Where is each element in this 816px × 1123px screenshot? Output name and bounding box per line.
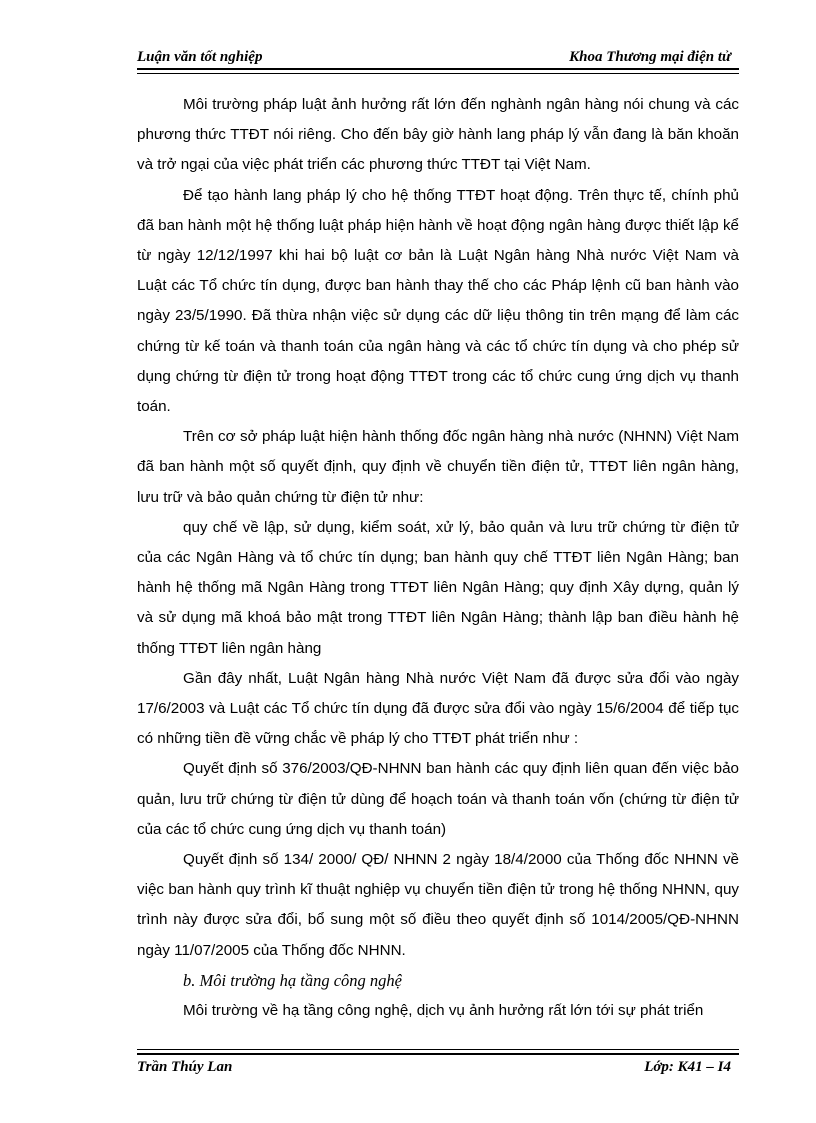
paragraph: Môi trường pháp luật ảnh hưởng rất lớn đến nghành ngân hàng nói chung và các phương thức TTĐT nói riêng. Cho đến bây giờ hành lang pháp lý vẫn đang là băn khoăn và trở ngại của việc phát triển các phương thức TTĐT tại Việt Nam. bbox=[137, 96, 739, 174]
page-header bbox=[137, 46, 739, 70]
paragraph: Gần đây nhất, Luật Ngân hàng Nhà nước Việt Nam đã được sửa đổi vào ngày 17/6/2003 và Luật các Tổ chức tín dụng đã được sửa đổi vào ngày 15/6/2004 để tiếp tục có những tiền đề vững chắc về pháp lý cho TTĐT phát triển như : bbox=[137, 669, 739, 748]
paragraph: quy chế về lập, sử dụng, kiểm soát, xử lý, bảo quản và lưu trữ chứng từ điện tử của các Ngân Hàng và tổ chức tín dụng; ban hành quy chế TTĐT liên Ngân Hàng; ban hành hệ thống mã Ngân Hàng trong TTĐT liên Ngân Hàng; quy định Xây dựng, quản lý và sử dụng mã khoá bảo mật trong TTĐT liên Ngân Hàng; thành lập ban điều hành hệ thống TTĐT liên ngân hàng bbox=[137, 518, 739, 657]
page-footer bbox=[137, 1059, 739, 1083]
header-faculty-label: Khoa Thương mại điện tử bbox=[569, 49, 731, 65]
paragraph: Môi trường về hạ tầng công nghệ, dịch vụ ảnh hưởng rất lớn tới sự phát triển bbox=[183, 1002, 704, 1020]
footer-rule-thick bbox=[137, 1053, 739, 1055]
footer-rule-thin bbox=[137, 1049, 739, 1050]
subsection-heading: b. Môi trường hạ tầng công nghệ bbox=[183, 970, 402, 990]
header-rule-thick bbox=[137, 68, 739, 70]
paragraph: Trên cơ sở pháp luật hiện hành thống đốc ngân hàng nhà nước (NHNN) Việt Nam đã ban hành một số quyết định, quy định về chuyển tiền điện tử, TTĐT liên ngân hàng, lưu trữ và bảo quản chứng từ điện tử như: bbox=[137, 428, 739, 506]
footer-class: Lớp: K41 – I4 bbox=[644, 1059, 731, 1075]
footer-author: Trần Thúy Lan bbox=[137, 1059, 233, 1075]
document-body bbox=[137, 90, 739, 1026]
header-rule-thin bbox=[137, 73, 739, 74]
paragraph: Để tạo hành lang pháp lý cho hệ thống TTĐT hoạt động. Trên thực tế, chính phủ đã ban hành một hệ thống luật pháp hiện hành về hoạt động ngân hàng được thiết lập kể từ ngày 12/12/1997 khi hai bộ luật cơ bản là Luật Ngân hàng Nhà nước Việt Nam và Luật các Tổ chức tín dụng, được ban hành thay thế cho các Pháp lệnh cũ ban hành vào ngày 23/5/1990. Đã thừa nhận việc sử dụng các dữ liệu thông tin trên mạng để làm các chứng từ kế toán và thanh toán của ngân hàng và các tổ chức tín dụng và cho phép sử dụng chứng từ điện tử trong hoạt động TTĐT trong các tổ chức cung ứng dịch vụ thanh toán. bbox=[137, 186, 739, 416]
paragraph: Quyết định số 134/ 2000/ QĐ/ NHNN 2 ngày 18/4/2000 của Thống đốc NHNN về việc ban hành quy trình kĩ thuật nghiệp vụ chuyển tiền điện tử trong hệ thống NHNN, quy trình này được sửa đổi, bổ sung một số điều theo quyết định số 1014/2005/QĐ-NHNN ngày 11/07/2005 của Thống đốc NHNN. bbox=[137, 851, 739, 959]
paragraph: Quyết định số 376/2003/QĐ-NHNN ban hành các quy định liên quan đến việc bảo quản, lưu trữ chứng từ điện tử dùng để hoạch toán và thanh toán vốn (chứng từ điện tử của các tổ chức cung ứng dịch vụ thanh toán) bbox=[137, 760, 739, 838]
header-thesis-label: Luận văn tốt nghiệp bbox=[137, 49, 263, 65]
